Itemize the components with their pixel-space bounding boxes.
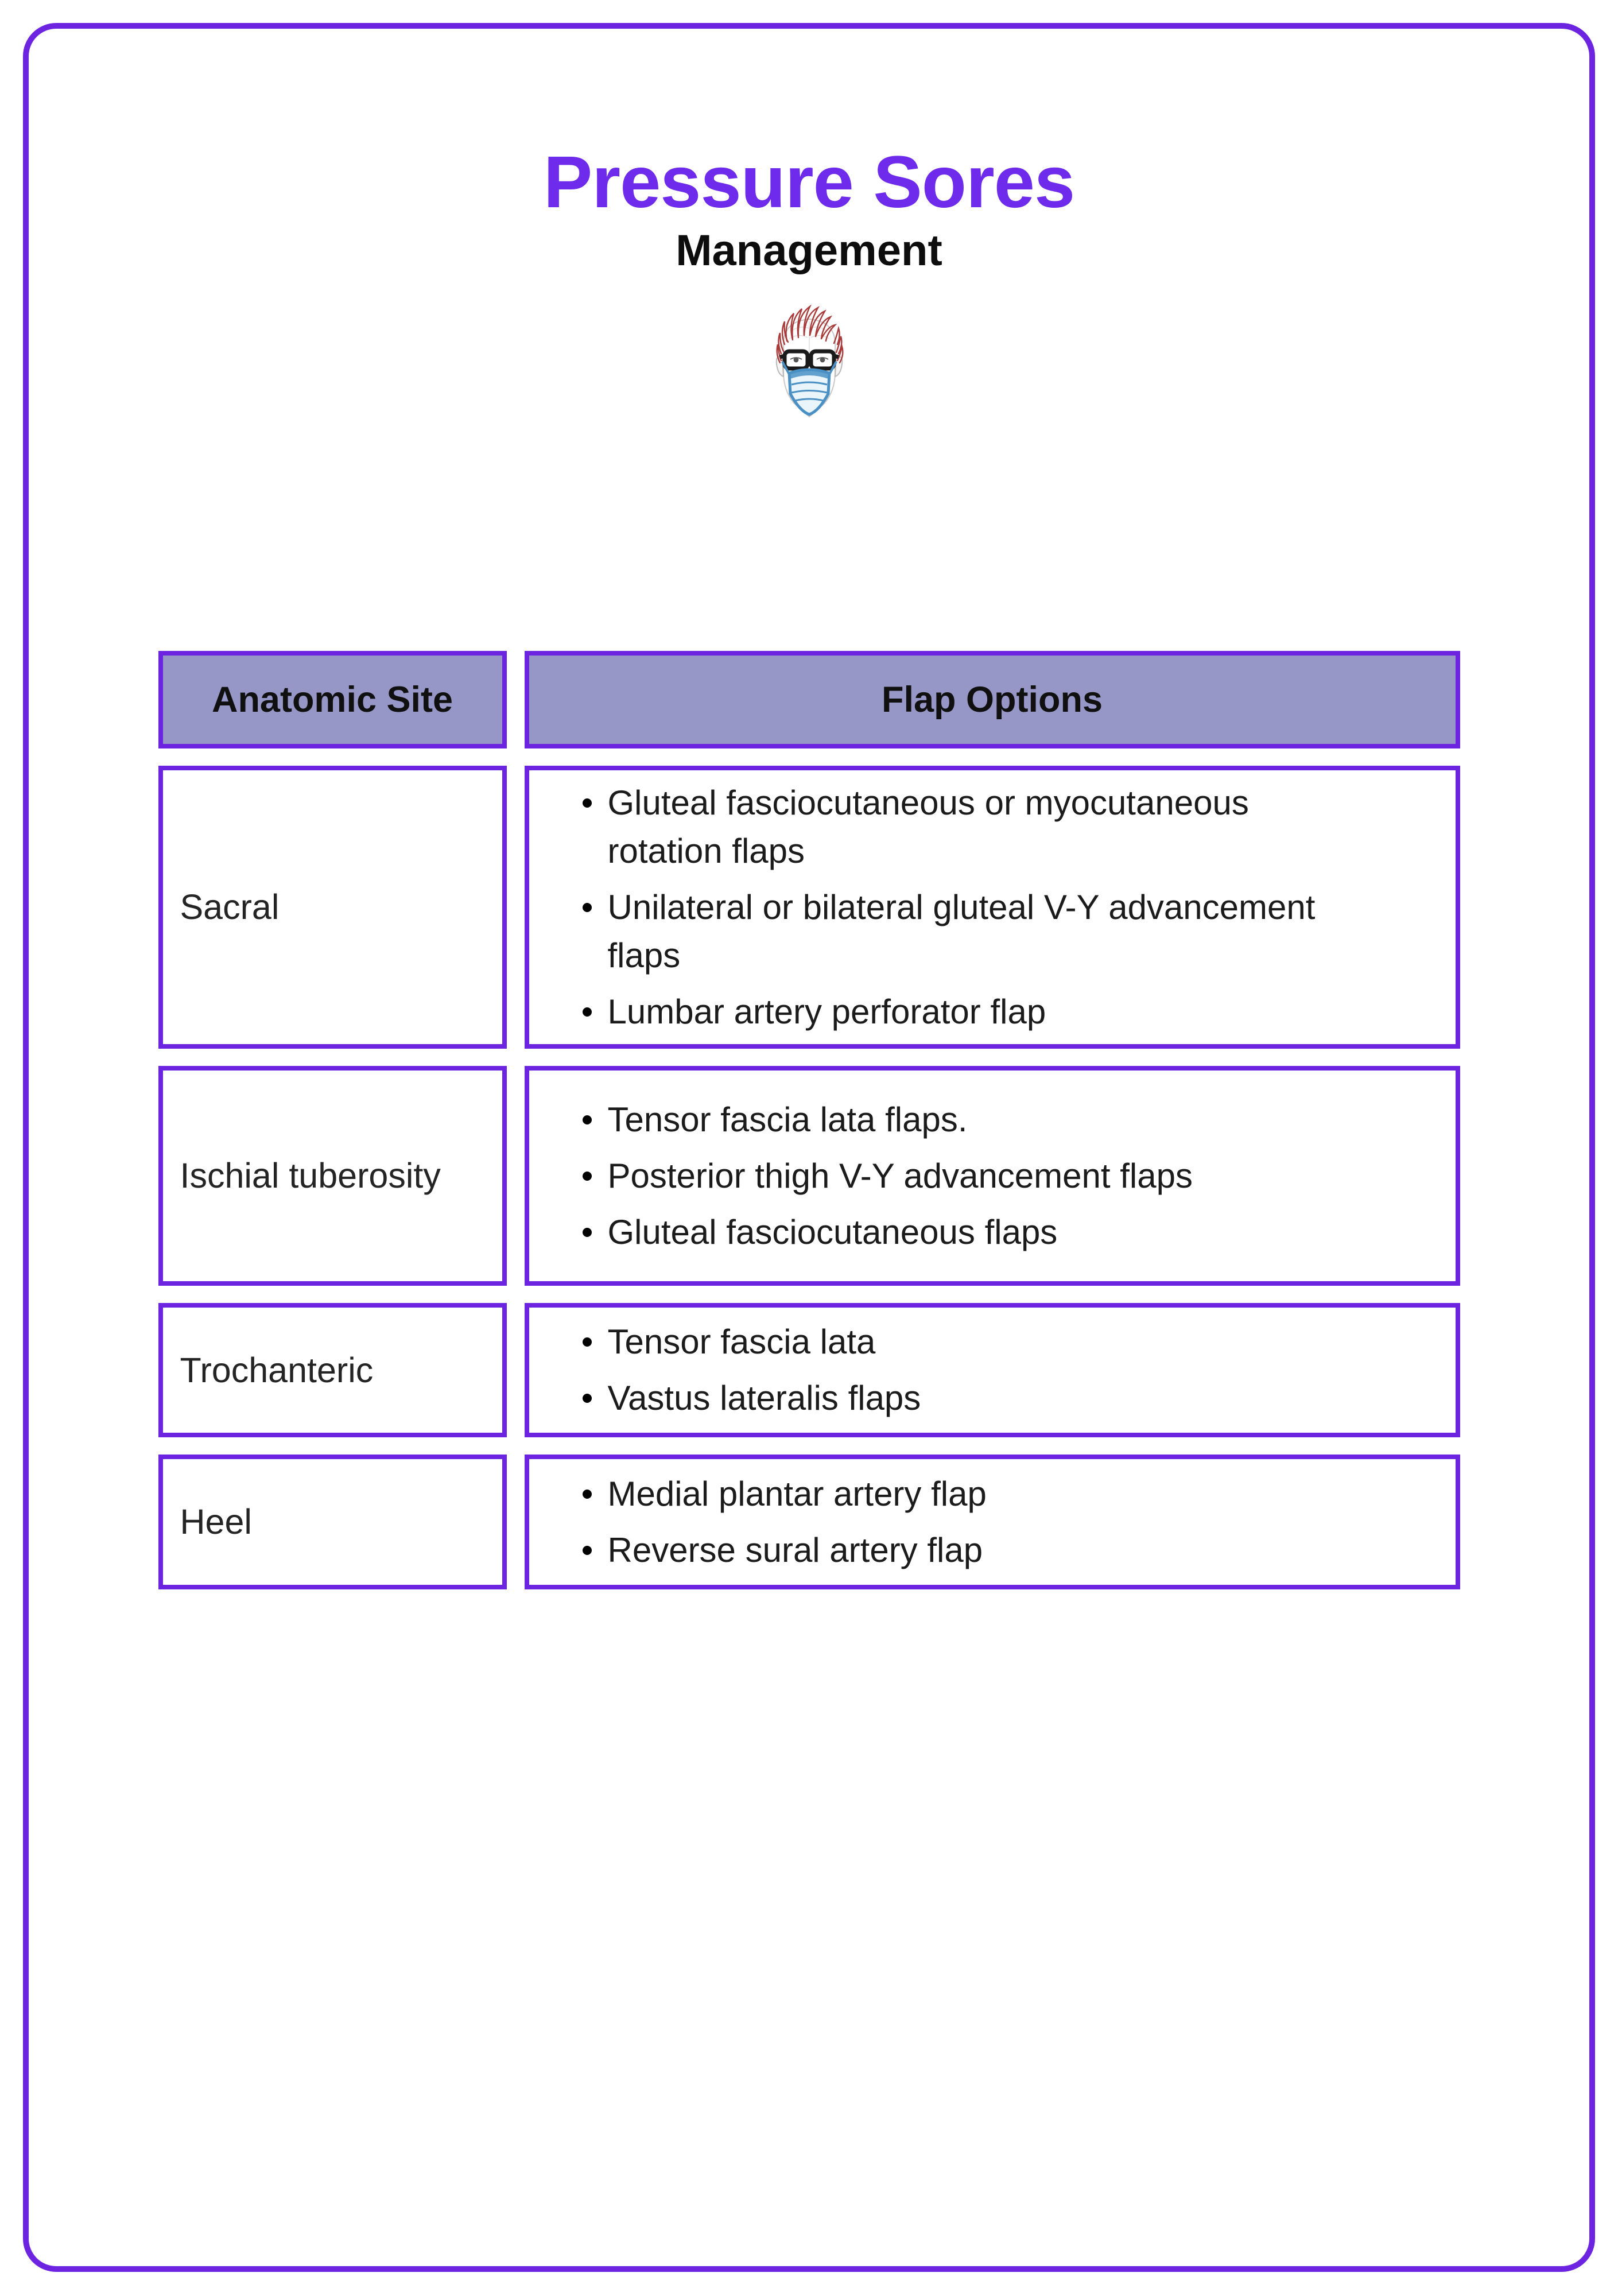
flap-options-cell: [525, 1066, 1460, 1286]
flap-options-list: [578, 1318, 921, 1422]
flap-options-list: [578, 1470, 987, 1574]
table-header-row: [158, 651, 1460, 748]
flap-option-item: Gluteal fasciocutaneous flaps: [608, 1208, 1193, 1256]
header-label: Anatomic Site: [211, 680, 453, 720]
anatomic-site-label: Heel: [180, 1502, 252, 1542]
flap-options-cell: [525, 1455, 1460, 1589]
table-row: [158, 1455, 1460, 1589]
header-cell-anatomic-site: [158, 651, 507, 748]
masked-doctor-face-icon: [764, 304, 855, 422]
header-label: Flap Options: [882, 680, 1103, 720]
flap-option-item: Tensor fascia lata flaps.: [608, 1096, 1193, 1144]
flap-options-table: [158, 651, 1460, 1589]
anatomic-site-label: Trochanteric: [180, 1350, 374, 1390]
flap-options-cell: [525, 1303, 1460, 1437]
table-row: [158, 1303, 1460, 1437]
flap-option-item: Gluteal fasciocutaneous or myocutaneous rotation flaps: [608, 779, 1347, 875]
page-subtitle: Management: [676, 226, 942, 275]
flap-options-list: [578, 779, 1347, 1036]
header-cell-flap-options: [525, 651, 1460, 748]
flap-options-list: [578, 1096, 1193, 1256]
flap-option-item: Tensor fascia lata: [608, 1318, 921, 1366]
table-row: [158, 1066, 1460, 1286]
table-row: [158, 766, 1460, 1049]
anatomic-site-cell: [158, 1303, 507, 1437]
anatomic-site-cell: [158, 766, 507, 1049]
anatomic-site-cell: [158, 1066, 507, 1286]
logo-area: [0, 304, 1618, 426]
flap-option-item: Posterior thigh V-Y advancement flaps: [608, 1152, 1193, 1200]
anatomic-site-label: Ischial tuberosity: [180, 1156, 441, 1196]
anatomic-site-cell: [158, 1455, 507, 1589]
flap-options-cell: [525, 766, 1460, 1049]
flap-option-item: Reverse sural artery flap: [608, 1526, 987, 1574]
page-title: Pressure Sores: [543, 141, 1075, 223]
flap-option-item: Lumbar artery perforator flap: [608, 988, 1347, 1036]
flap-option-item: Vastus lateralis flaps: [608, 1374, 921, 1422]
flap-option-item: Medial plantar artery flap: [608, 1470, 987, 1518]
flap-option-item: Unilateral or bilateral gluteal V-Y advancement flaps: [608, 883, 1347, 980]
anatomic-site-label: Sacral: [180, 887, 280, 927]
